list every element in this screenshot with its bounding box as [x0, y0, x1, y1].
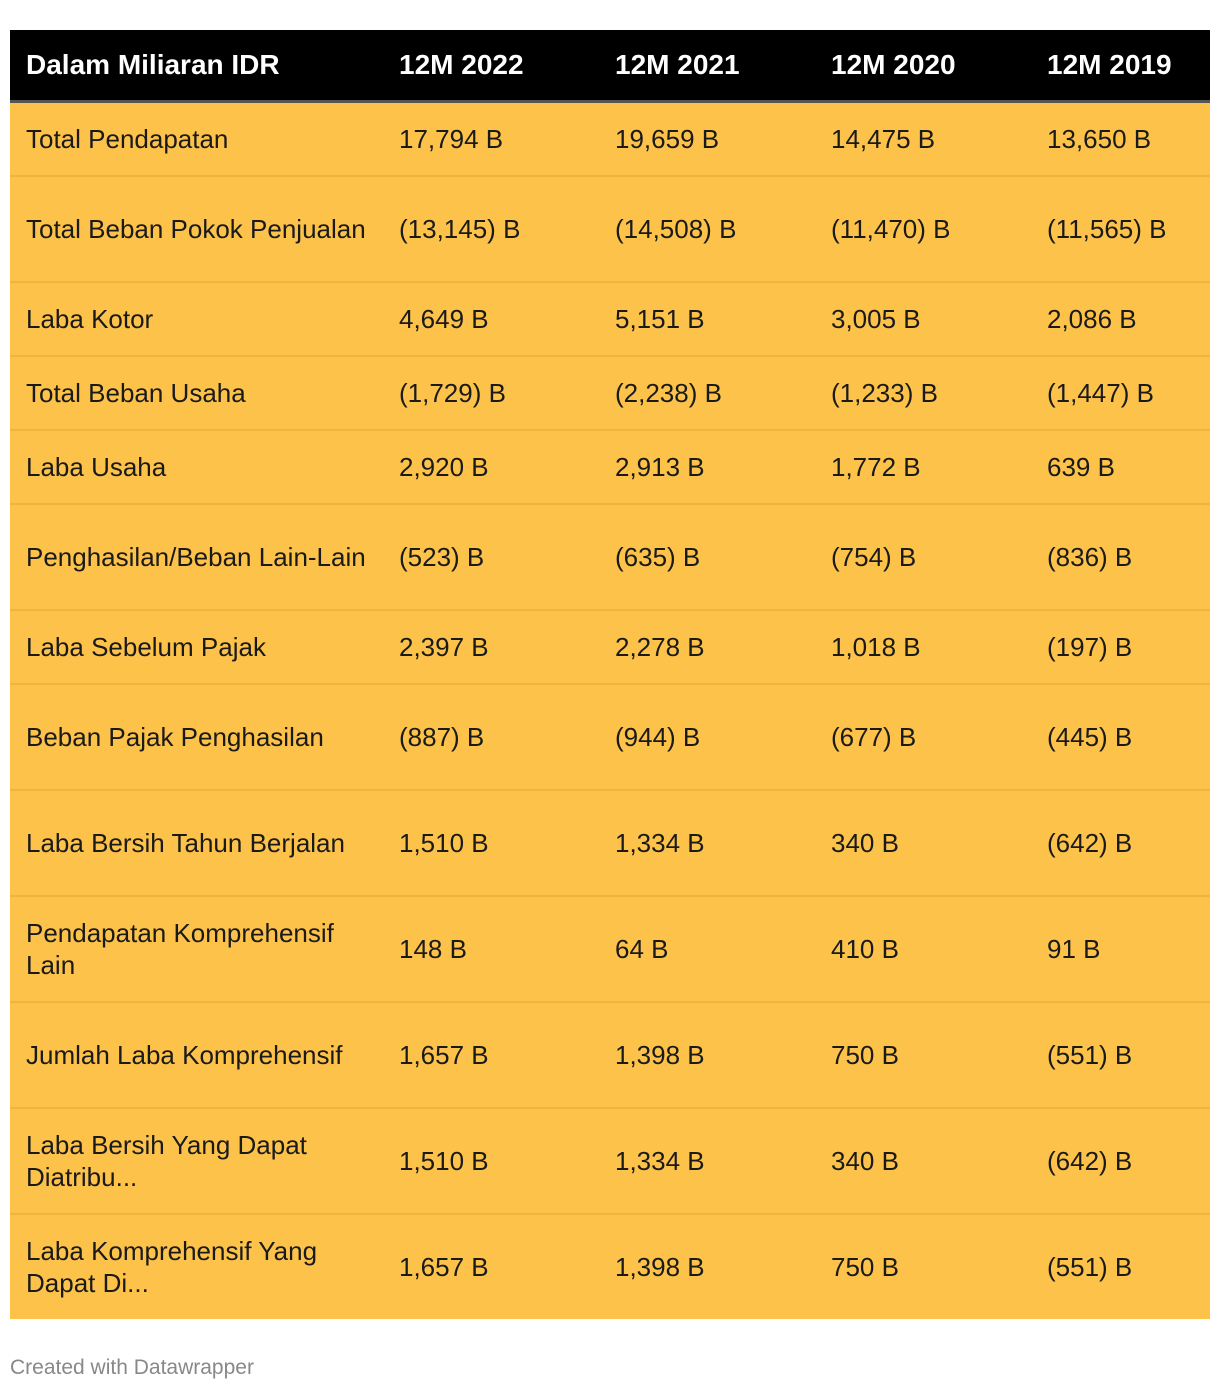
table-cell: 2,278 B [599, 610, 815, 684]
row-label: Laba Bersih Yang Dapat Diatribu... [10, 1108, 383, 1214]
table-row [10, 1108, 1210, 1214]
table-cell: (642) B [1031, 1108, 1210, 1214]
table-cell: 1,510 B [383, 1108, 599, 1214]
table-cell: 410 B [815, 896, 1031, 1002]
table-row [10, 102, 1210, 177]
table-cell: (551) B [1031, 1214, 1210, 1319]
table-cell: (1,447) B [1031, 356, 1210, 430]
table-cell: 91 B [1031, 896, 1210, 1002]
header-cell: 12M 2019 [1031, 30, 1210, 102]
table-cell: 340 B [815, 790, 1031, 896]
table-row [10, 896, 1210, 1002]
table-cell: (14,508) B [599, 176, 815, 282]
table-cell: (11,565) B [1031, 176, 1210, 282]
header-cell: 12M 2022 [383, 30, 599, 102]
header-cell: Dalam Miliaran IDR [10, 30, 383, 102]
table-cell: (523) B [383, 504, 599, 610]
table-row [10, 504, 1210, 610]
table-cell: (677) B [815, 684, 1031, 790]
header-row [10, 30, 1210, 102]
table-cell: (11,470) B [815, 176, 1031, 282]
table-cell: (13,145) B [383, 176, 599, 282]
table-cell: 1,018 B [815, 610, 1031, 684]
table-cell: 14,475 B [815, 102, 1031, 177]
table-cell: 2,913 B [599, 430, 815, 504]
row-label: Laba Kotor [10, 282, 383, 356]
table-cell: (2,238) B [599, 356, 815, 430]
row-label: Total Pendapatan [10, 102, 383, 177]
table-cell: 5,151 B [599, 282, 815, 356]
table-cell: (944) B [599, 684, 815, 790]
header-cell: 12M 2021 [599, 30, 815, 102]
table-cell: 1,398 B [599, 1214, 815, 1319]
table-row [10, 176, 1210, 282]
table-cell: 750 B [815, 1214, 1031, 1319]
table-row [10, 282, 1210, 356]
row-label: Laba Komprehensif Yang Dapat Di... [10, 1214, 383, 1319]
row-label: Penghasilan/Beban Lain-Lain [10, 504, 383, 610]
table-cell: 19,659 B [599, 102, 815, 177]
table-cell: (642) B [1031, 790, 1210, 896]
row-label: Jumlah Laba Komprehensif [10, 1002, 383, 1108]
table-cell: (887) B [383, 684, 599, 790]
table-cell: 148 B [383, 896, 599, 1002]
table-cell: 3,005 B [815, 282, 1031, 356]
table-row [10, 1214, 1210, 1319]
table-cell: (1,233) B [815, 356, 1031, 430]
table-cell: 1,657 B [383, 1214, 599, 1319]
row-label: Pendapatan Komprehensif Lain [10, 896, 383, 1002]
table-cell: (635) B [599, 504, 815, 610]
table-cell: 1,772 B [815, 430, 1031, 504]
table-cell: 1,657 B [383, 1002, 599, 1108]
table-cell: (1,729) B [383, 356, 599, 430]
table-cell: 1,398 B [599, 1002, 815, 1108]
row-label: Total Beban Pokok Penjualan [10, 176, 383, 282]
table-row [10, 790, 1210, 896]
table-row [10, 356, 1210, 430]
table-row [10, 684, 1210, 790]
header-cell: 12M 2020 [815, 30, 1031, 102]
row-label: Laba Bersih Tahun Berjalan [10, 790, 383, 896]
table-cell: 1,334 B [599, 1108, 815, 1214]
table-cell: 13,650 B [1031, 102, 1210, 177]
table-cell: 1,510 B [383, 790, 599, 896]
table-cell: 750 B [815, 1002, 1031, 1108]
table-row [10, 610, 1210, 684]
row-label: Total Beban Usaha [10, 356, 383, 430]
row-label: Laba Sebelum Pajak [10, 610, 383, 684]
table-cell: (836) B [1031, 504, 1210, 610]
table-cell: 2,397 B [383, 610, 599, 684]
table-cell: 2,086 B [1031, 282, 1210, 356]
table-cell: 4,649 B [383, 282, 599, 356]
table-row [10, 430, 1210, 504]
row-label: Beban Pajak Penghasilan [10, 684, 383, 790]
table-cell: 1,334 B [599, 790, 815, 896]
datawrapper-credit: Created with Datawrapper [10, 1356, 254, 1379]
table-cell: (551) B [1031, 1002, 1210, 1108]
table-cell: (445) B [1031, 684, 1210, 790]
table-cell: 340 B [815, 1108, 1031, 1214]
table-row [10, 1002, 1210, 1108]
table-cell: (754) B [815, 504, 1031, 610]
table-cell: 17,794 B [383, 102, 599, 177]
row-label: Laba Usaha [10, 430, 383, 504]
financial-table [10, 30, 1210, 1319]
table-cell: 2,920 B [383, 430, 599, 504]
table-cell: 639 B [1031, 430, 1210, 504]
table-cell: (197) B [1031, 610, 1210, 684]
table-cell: 64 B [599, 896, 815, 1002]
